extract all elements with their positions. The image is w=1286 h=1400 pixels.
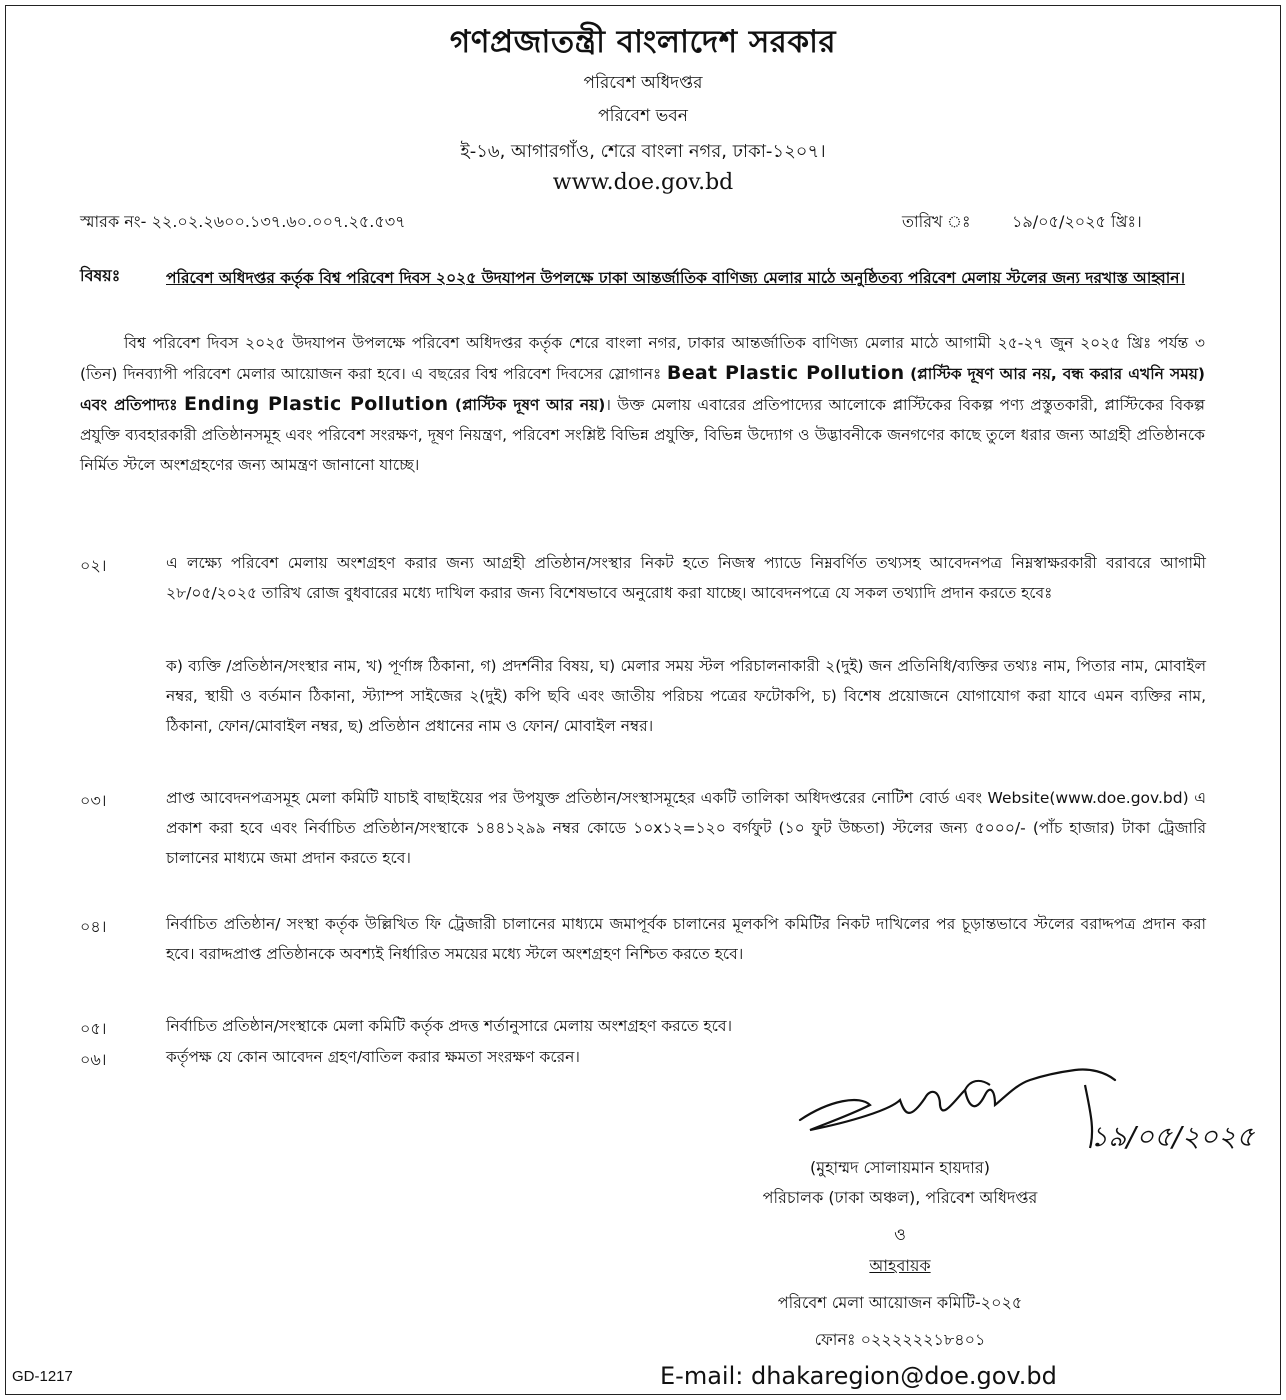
phone-number: ফোনঃ ০২২২২২২১৮৪০১ xyxy=(814,1330,986,1349)
item-text: প্রাপ্ত আবেদনপত্রসমূহ মেলা কমিটি যাচাই বাছাইয়ের পর উপযুক্ত প্রতিষ্ঠান/সংস্থাসমূহের একটি তালিকা অধিদপ্তরের নোটিশ বোর্ড এবং Website(www.doe.gov.bd) এ প্রকাশ করা হবে এবং নির্বাচিত প্রতিষ্ঠান/সংস্থাকে ১৪৪১২৯৯ নম্বর কোডে ১০x১২=১২০ বর্গফুট (১০ ফুট উচ্চতা) স্টলের জন্য ৫০০০/- (পাঁচ হাজার) টাকা ট্রেজারি চালানের মাধ্যমে জমা প্রদান করতে হবে। xyxy=(166,789,1206,867)
svg-text:১৯/০৫/২০২৫: ১৯/০৫/২০২৫ xyxy=(1090,1120,1255,1153)
date-label: তারিখ ঃ xyxy=(902,212,971,231)
item-text: এ লক্ষ্যে পরিবেশ মেলায় অংশগ্রহণ করার জন্য আগ্রহী প্রতিষ্ঠান/সংস্থার নিকট হতে নিজস্ব প্যাডে নিম্নবর্ণিত তথ্যসহ আবেদনপত্র নিম্নস্বাক্ষরকারী বরাবরে আগামী ২৮/০৫/২০২৫ তারিখ রোজ বুধবারের মধ্যে দাখিল করার জন্য বিশেষভাবে অনুরোধ করা যাচ্ছে। আবেদনপত্রে যে সকল তথ্যাদি প্রদান করতে হবেঃ xyxy=(166,554,1206,602)
subject-label: বিষয়ঃ xyxy=(80,266,121,285)
slogan-english: Beat Plastic Pollution xyxy=(666,362,905,384)
handwritten-signature xyxy=(790,1060,1255,1170)
conjunction: ও xyxy=(894,1225,906,1244)
item-number: ০৫। xyxy=(80,1019,107,1038)
required-info-list: ক) ব্যক্তি /প্রতিষ্ঠান/সংস্থার নাম, খ) পূর্ণাঙ্গ ঠিকানা, গ) প্রদর্শনীর বিষয়, ঘ) মেলার সময় স্টল পরিচালনাকারী ২(দুই) জন প্রতিনিধি/ব্যক্তির তথ্যঃ নাম, পিতার নাম, মোবাইল নম্বর, স্থায়ী ও বর্তমান ঠিকানা, স্ট্যাম্প সাইজের ২(দুই) কপি ছবি এবং জাতীয় পরিচয় পত্রের ফটোকপি, চ) বিশেষ প্রয়োজনে যোগাযোগ করা যাবে এমন ব্যক্তির নাম, ঠিকানা, ফোন/মোবাইল নম্বর, ছ) প্রতিষ্ঠান প্রধানের নাম ও ফোন/ মোবাইল নম্বর। xyxy=(166,657,1206,735)
government-title: গণপ্রজাতন্ত্রী বাংলাদেশ সরকার xyxy=(449,24,837,60)
item-number: ০৩। xyxy=(80,791,107,810)
office-address: ই-১৬, আগারগাঁও, শেরে বাংলা নগর, ঢাকা-১২০৭। xyxy=(460,141,826,162)
item-text: নির্বাচিত প্রতিষ্ঠান/ সংস্থা কর্তৃক উল্লিখিত ফি ট্রেজারী চালানের মাধ্যমে জমাপূর্বক চালানের মূলকপি কমিটির নিকট দাখিলের পর চূড়ান্তভাবে স্টলের বরাদ্দপত্র প্রদান করা হবে। বরাদ্দপ্রাপ্ত প্রতিষ্ঠানকে অবশ্যই নির্ধারিত সময়ের মধ্যে স্টলে অংশগ্রহণ নিশ্চিত করতে হবে। xyxy=(166,915,1206,963)
committee-name: পরিবেশ মেলা আয়োজন কমিটি-২০২৫ xyxy=(777,1293,1023,1312)
website-link[interactable]: www.doe.gov.bd xyxy=(552,170,734,195)
signatory-name: (মুহাম্মদ সোলায়মান হায়দার) xyxy=(810,1158,990,1177)
theme-bangla: (প্লাস্টিক দূষণ আর নয়) xyxy=(454,396,606,414)
item-text: কর্তৃপক্ষ যে কোন আবেদন গ্রহণ/বাতিল করার ক্ষমতা সংরক্ষণ করেন। xyxy=(166,1048,580,1066)
intro-text-2: । উক্ত মেলায় এবারের প্রতিপাদ্যের আলোকে প্লাস্টিকের বিকল্প পণ্য প্রস্তুতকারী, প্লাস্টিকের বিকল্প প্রযুক্তি ব্যবহারকারী প্রতিষ্ঠানসমূহ এবং পরিবেশ সংরক্ষণ, দূষণ নিয়ন্ত্রণ, পরিবেশ সংশ্লিষ্ট বিভিন্ন প্রযুক্তি, বিভিন্ন উদ্যোগ ও উদ্ভাবনীকে জনগণের কাছে তুলে ধরার জন্য আগ্রহী প্রতিষ্ঠানকে নির্মিত স্টলে অংশগ্রহণের জন্য আমন্ত্রণ জানানো যাচ্ছে। xyxy=(80,396,1205,474)
item-number: ০৪। xyxy=(80,917,107,936)
slogan-bangla: (প্লাস্টিক দূষণ আর নয়, বন্ধ করার এখনি সময়) এবং প্রতিপাদ্যঃ xyxy=(80,365,1206,414)
intro-paragraph xyxy=(80,328,1205,480)
department-name: পরিবেশ অধিদপ্তর xyxy=(583,73,703,93)
signatory-role: আহবায়ক xyxy=(869,1256,931,1275)
item-text: নির্বাচিত প্রতিষ্ঠান/সংস্থাকে মেলা কমিটি কর্তৃক প্রদত্ত শর্তানুসারে মেলায় অংশগ্রহণ করতে হবে। xyxy=(166,1017,733,1035)
building-name: পরিবেশ ভবন xyxy=(598,106,688,126)
date-value: ১৯/০৫/২০২৫ খ্রিঃ। xyxy=(1012,212,1142,231)
signatory-designation: পরিচালক (ঢাকা অঞ্চল), পরিবেশ অধিদপ্তর xyxy=(762,1188,1038,1207)
memo-number: স্মারক নং- ২২.০২.২৬০০.১৩৭.৬০.০০৭.২৫.৫৩৭ xyxy=(80,212,406,231)
item-number: ০৬। xyxy=(80,1050,107,1069)
theme-english: Ending Plastic Pollution xyxy=(184,393,449,415)
intro-text-1: বিশ্ব পরিবেশ দিবস ২০২৫ উদযাপন উপলক্ষে পরিবেশ অধিদপ্তর কর্তৃক শেরে বাংলা নগর, ঢাকার আন্তর্জাতিক বাণিজ্য মেলার মাঠে আগামী ২৫-২৭ জুন ২০২৫ খ্রিঃ পর্যন্ত ৩ (তিন) দিনব্যাপী পরিবেশ মেলার আয়োজন করা হবে। এ বছরের বিশ্ব পরিবেশ দিবসের স্লোগানঃ xyxy=(80,334,1205,383)
subject-text: পরিবেশ অধিদপ্তর কর্তৃক বিশ্ব পরিবেশ দিবস ২০২৫ উদযাপন উপলক্ষে ঢাকা আন্তর্জাতিক বাণিজ্য মেলার মাঠে অনুষ্ঠিতব্য পরিবেশ মেলায় স্টলের জন্য দরখাস্ত আহ্বান। xyxy=(166,269,1186,287)
document-code: GD-1217 xyxy=(12,1368,73,1385)
email-address[interactable]: E-mail: dhakaregion@doe.gov.bd xyxy=(660,1362,1057,1390)
item-number: ০২। xyxy=(80,556,107,575)
